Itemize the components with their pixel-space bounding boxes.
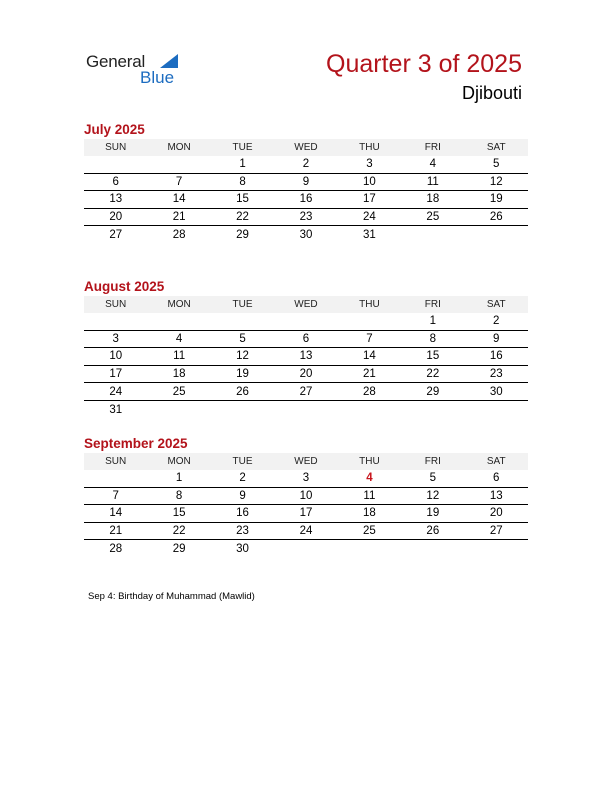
logo-general-text: General [86,52,146,71]
day-cell: 2 [239,472,246,485]
day-cell: 19 [489,193,503,206]
day-cell: 25 [426,211,440,224]
day-cell: 23 [489,368,503,381]
weekday-label: TUE [232,299,253,310]
day-cell: 7 [112,489,119,502]
day-cell: 17 [363,193,376,206]
weekday-label: THU [359,142,380,153]
day-cell: 4 [175,332,183,345]
day-cell: 13 [489,489,503,502]
day-cell: 3 [302,472,310,485]
country-name: Djibouti [461,83,522,103]
week-row [84,209,528,227]
day-cell: 25 [172,385,186,398]
weekday-label: SUN [105,299,127,310]
day-cell: 27 [299,385,313,398]
logo-blue-text: Blue [140,68,175,87]
day-cell: 19 [236,368,249,381]
day-cell: 9 [239,489,246,502]
weekday-label: SAT [486,142,506,153]
day-cell: 14 [172,193,186,206]
day-cell: 27 [109,229,123,242]
week-row [84,470,528,488]
day-cell: 13 [299,350,313,363]
day-cell: 3 [366,158,373,171]
weekday-label: THU [359,456,380,467]
day-cell: 22 [172,525,186,538]
weekday-label: THU [359,299,380,310]
weekday-label: WED [294,142,318,153]
day-cell: 4 [429,158,437,171]
day-cell: 31 [363,229,376,242]
weekday-label: WED [294,299,318,310]
week-row [84,523,528,541]
day-cell: 7 [175,175,183,188]
day-cell: 5 [493,158,500,171]
day-cell: 13 [109,193,123,206]
day-cell: 8 [175,489,183,502]
weekday-label: MON [167,456,191,467]
day-cell: 18 [172,368,186,381]
day-cell: 31 [109,403,123,416]
day-cell: 6 [493,472,500,485]
day-cell: 1 [239,158,246,171]
month-august [84,278,528,419]
weekday-label: FRI [424,142,441,153]
weekday-label: FRI [424,299,441,310]
week-row [84,401,528,419]
day-cell: 21 [172,211,186,224]
day-cell: 14 [363,350,376,363]
day-cell: 10 [299,489,313,502]
day-cell: 21 [109,525,123,538]
day-cell: 8 [429,332,437,345]
month-july [84,121,528,244]
day-cell: 24 [109,385,123,398]
logo-flag-icon [160,54,178,68]
day-cell: 20 [109,211,123,224]
day-cell: 6 [302,332,310,345]
week-row [84,505,528,523]
day-cell: 16 [299,193,313,206]
holiday-notes: Sep 4: Birthday of Muhammad (Mawlid) [88,591,255,602]
day-cell: 26 [426,525,440,538]
day-cell: 10 [109,350,123,363]
day-cell: 5 [239,332,246,345]
day-cell: 15 [426,350,440,363]
weekday-label: SAT [486,456,506,467]
day-cell: 11 [173,350,186,363]
day-cell: 12 [426,489,440,502]
day-cell: 16 [489,350,503,363]
week-row [84,383,528,401]
weekday-label: WED [294,456,318,467]
day-cell: 9 [302,175,310,188]
week-row [84,348,528,366]
day-cell: 20 [299,368,313,381]
day-cell: 26 [489,211,503,224]
day-cell: 30 [489,385,503,398]
day-cell: 29 [172,543,186,556]
day-cell: 8 [239,175,246,188]
day-cell: 24 [363,211,376,224]
day-cell: 18 [426,193,440,206]
weekday-header-row [84,296,528,313]
day-cell: 15 [172,507,186,520]
week-row [84,313,528,331]
week-row [84,540,528,558]
day-cell: 1 [175,472,183,485]
day-cell: 29 [426,385,440,398]
day-cell: 23 [299,211,313,224]
day-cell: 11 [426,175,439,188]
month-title: July 2025 [84,122,145,137]
day-cell: 20 [489,507,503,520]
week-row [84,156,528,174]
day-cell: 18 [363,507,376,520]
day-cell: 24 [299,525,313,538]
month-title: August 2025 [84,279,165,294]
day-cell: 19 [426,507,440,520]
day-cell: 11 [363,489,376,502]
day-cell: 28 [109,543,123,556]
day-cell: 3 [112,332,119,345]
day-cell: 1 [429,315,437,328]
weekday-label: FRI [424,456,441,467]
day-cell: 9 [493,332,500,345]
day-cell: 15 [236,193,249,206]
day-cell: 6 [112,175,119,188]
weekday-label: SUN [105,456,127,467]
day-cell: 23 [236,525,249,538]
day-cell: 30 [299,229,313,242]
day-cell: 21 [363,368,376,381]
day-cell: 22 [426,368,440,381]
month-title: September 2025 [84,436,188,451]
day-cell: 12 [489,175,503,188]
holiday-day-cell: 4 [366,472,373,485]
day-cell: 2 [493,315,500,328]
day-cell: 17 [299,507,313,520]
day-cell: 7 [366,332,373,345]
day-cell: 17 [109,368,123,381]
day-cell: 2 [302,158,310,171]
generalblue-logo [86,52,196,92]
weekday-header-row [84,453,528,470]
month-september [84,435,528,558]
day-cell: 30 [236,543,249,556]
day-cell: 22 [236,211,249,224]
weekday-label: SUN [105,142,127,153]
weekday-header-row [84,139,528,156]
day-cell: 28 [172,229,186,242]
page-title: Quarter 3 of 2025 [326,50,522,78]
day-cell: 25 [363,525,376,538]
week-row [84,488,528,506]
weekday-label: TUE [232,456,253,467]
day-cell: 29 [236,229,249,242]
day-cell: 5 [429,472,437,485]
weekday-label: SAT [486,299,506,310]
weekday-label: MON [167,299,191,310]
week-row [84,191,528,209]
weekday-label: TUE [232,142,253,153]
week-row [84,174,528,192]
week-row [84,226,528,244]
day-cell: 12 [236,350,249,363]
week-row [84,331,528,349]
day-cell: 26 [236,385,249,398]
day-cell: 14 [109,507,123,520]
weekday-label: MON [167,142,191,153]
day-cell: 10 [363,175,376,188]
day-cell: 16 [236,507,249,520]
day-cell: 28 [363,385,376,398]
day-cell: 27 [489,525,503,538]
week-row [84,366,528,384]
